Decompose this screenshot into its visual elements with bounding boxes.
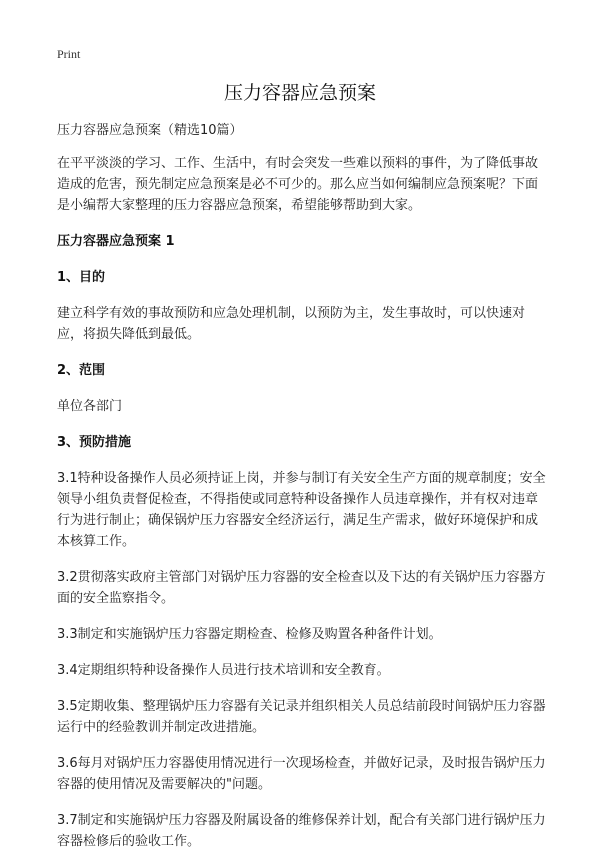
measures-heading: 3、预防措施: [57, 435, 132, 450]
document-body: [57, 120, 547, 852]
section-heading: 压力容器应急预案 1: [57, 234, 175, 249]
document-subtitle: 压力容器应急预案（精选10篇）: [57, 123, 243, 138]
measure-item: 3.4定期组织特种设备操作人员进行技术培训和安全教育。: [57, 663, 390, 678]
goal-heading: 1、目的: [57, 270, 106, 285]
print-label[interactable]: Print: [57, 47, 81, 61]
measure-item: 3.2贯彻落实政府主管部门对锅炉压力容器的安全检查以及下达的有关锅炉压力容器方面的安全监察指令。: [57, 570, 546, 606]
document-title: 压力容器应急预案: [223, 82, 376, 104]
scope-heading: 2、范围: [57, 363, 106, 378]
measure-item: 3.7制定和实施锅炉压力容器及附属设备的维修保养计划，配合有关部门进行锅炉压力容器检修后的验收工作。: [57, 813, 546, 849]
scope-paragraph: 单位各部门: [57, 399, 123, 414]
measure-item: 3.5定期收集、整理锅炉压力容器有关记录并组织相关人员总结前段时间锅炉压力容器运行中的经验教训并制定改进措施。: [57, 699, 546, 735]
intro-paragraph: 在平平淡淡的学习、工作、生活中，有时会突发一些难以预料的事件，为了降低事故造成的危害，预先制定应急预案是必不可少的。那么应当如何编制应急预案呢？下面是小编帮大家整理的压力容器应急预案，希望能够帮助到大家。: [57, 156, 539, 213]
measure-item: 3.6每月对锅炉压力容器使用情况进行一次现场检查，并做好记录，及时报告锅炉压力容器的使用情况及需要解决的"问题。: [57, 756, 546, 792]
measure-item: 3.1特种设备操作人员必须持证上岗，并参与制订有关安全生产方面的规章制度；安全领导小组负责督促检查，不得指使或同意特种设备操作人员违章操作，并有权对违章行为进行制止；确保锅炉压力容器安全经济运行，满足生产需求，做好环境保护和成本核算工作。: [57, 471, 546, 549]
measure-item: 3.3制定和实施锅炉压力容器定期检查、检修及购置各种备件计划。: [57, 627, 442, 642]
goal-paragraph: 建立科学有效的事故预防和应急处理机制，以预防为主，发生事故时，可以快速对应，将损失降低到最低。: [57, 306, 526, 342]
